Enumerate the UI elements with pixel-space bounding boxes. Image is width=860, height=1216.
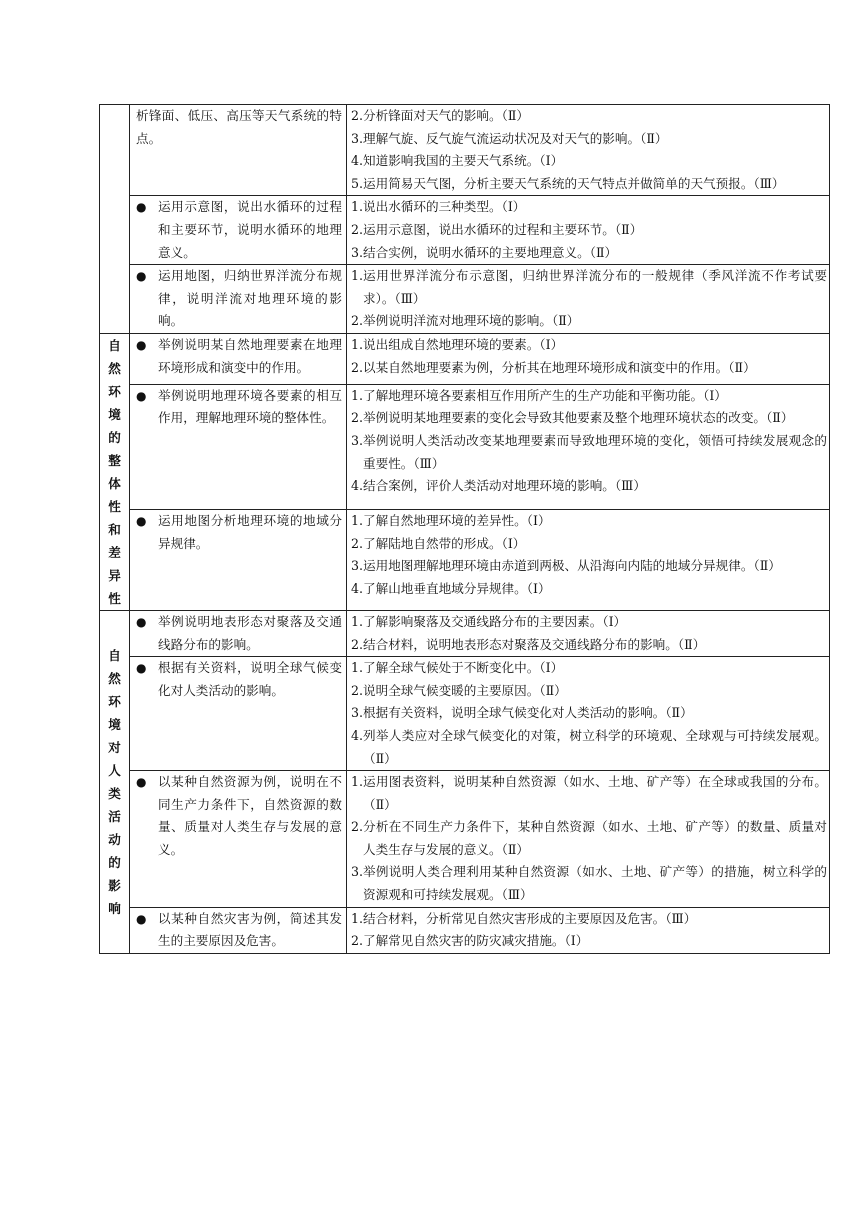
table-row [100, 610, 830, 656]
category-char: 异 [108, 567, 121, 583]
requirement-text: 了解地理环境各要素相互作用所产生的生产功能和平衡功能。（Ⅰ） [363, 387, 727, 403]
requirement-number: 4. [351, 727, 364, 743]
requirement-number: 1. [351, 774, 364, 790]
requirement-number: 3. [351, 130, 364, 146]
requirements-cell [347, 265, 830, 334]
requirement-item [351, 680, 827, 703]
category-char: 自 [108, 337, 121, 353]
category-char: 性 [108, 498, 121, 514]
requirement-text: 说出组成自然地理环境的要素。（Ⅰ） [363, 336, 564, 352]
requirement-text: 了解自然地理环境的差异性。（Ⅰ） [363, 513, 551, 529]
category-char: 影 [108, 877, 121, 893]
standard-cell [130, 907, 347, 953]
category-cell [100, 333, 130, 610]
requirement-text: 举例说明人类活动改变某地理要素而导致地理环境的变化，领悟可持续发展观念的重要性。（Ⅲ） [363, 432, 827, 471]
requirement-item [351, 725, 827, 770]
requirement-number: 2. [351, 933, 364, 949]
standard-cell [130, 510, 347, 611]
requirement-item [351, 930, 827, 953]
requirement-text: 了解影响聚落及交通线路分布的主要因素。（Ⅰ） [363, 613, 627, 629]
bullet-icon: ● [136, 388, 147, 403]
requirement-number: 2. [351, 221, 364, 237]
requirement-text: 运用示意图，说出水循环的过程和主要环节。（Ⅱ） [363, 221, 643, 237]
requirement-number: 1. [351, 268, 364, 284]
requirement-number: 1. [351, 513, 364, 529]
requirement-text: 了解全球气候处于不断变化中。（Ⅰ） [363, 660, 564, 676]
requirements-cell [347, 510, 830, 611]
requirement-number: 2. [351, 410, 364, 426]
table-row [100, 510, 830, 611]
requirement-item [351, 310, 827, 333]
category-char: 自 [108, 647, 121, 663]
requirement-number: 1. [351, 336, 364, 352]
category-char: 和 [108, 521, 121, 537]
requirement-number: 3. [351, 558, 364, 574]
standard-text: 运用示意图，说出水循环的过程和主要环节，说明水循环的地理意义。 [158, 199, 342, 260]
standard-cell [130, 657, 347, 771]
requirement-text: 分析锋面对天气的影响。（Ⅱ） [363, 108, 529, 123]
requirement-text: 运用图表资料，说明某种自然资源（如水、土地、矿产等）在全球或我国的分布。（Ⅱ） [363, 774, 827, 812]
requirements-cell [347, 610, 830, 656]
standard-text: 运用地图，归纳世界洋流分布规律，说明洋流对地理环境的影响。 [158, 268, 342, 329]
table-row [100, 384, 830, 510]
requirement-item [351, 242, 827, 265]
requirement-text: 举例说明某地理要素的变化会导致其他要素及整个地理环境状态的改变。（Ⅱ） [363, 410, 794, 426]
requirement-item [351, 510, 827, 533]
requirement-number: 1. [351, 660, 364, 676]
category-char: 类 [108, 785, 121, 801]
requirement-item [351, 334, 827, 357]
requirement-text: 举例说明人类合理利用某种自然资源（如水、土地、矿产等）的措施，树立科学的资源观和可持续发展观。（Ⅲ） [363, 864, 827, 903]
category-char: 动 [108, 831, 121, 847]
requirement-text: 说出水循环的三种类型。（Ⅰ） [363, 199, 526, 215]
requirement-text: 结合材料，说明地表形态对聚落及交通线路分布的影响。（Ⅱ） [363, 636, 706, 652]
requirement-item [351, 173, 827, 196]
requirement-item [351, 430, 827, 475]
requirement-number: 2. [351, 636, 364, 652]
standard-cell [130, 610, 347, 656]
bullet-icon: ● [136, 775, 147, 790]
requirement-item [351, 357, 827, 380]
standard-text: 以某种自然资源为例，说明在不同生产力条件下，自然资源的数量、质量对人类生存与发展的意义。 [158, 774, 342, 857]
bullet-icon: ● [136, 269, 147, 284]
standard-text: 根据有关资料，说明全球气候变化对人类活动的影响。 [158, 660, 342, 698]
standard-text: 运用地图分析地理环境的地域分异规律。 [158, 513, 342, 551]
requirement-item [351, 196, 827, 219]
requirement-item [351, 816, 827, 861]
category-char: 境 [108, 406, 121, 422]
requirement-text: 了解陆地自然带的形成。（Ⅰ） [363, 535, 526, 551]
requirement-text: 结合案例，评价人类活动对地理环境的影响。（Ⅲ） [363, 478, 646, 494]
requirement-item [351, 578, 827, 601]
requirement-item [351, 407, 827, 430]
category-cell [100, 610, 130, 953]
requirement-text: 分析在不同生产力条件下，某种自然资源（如水、土地、矿产等）的数量、质量对人类生存与发展的意义。（Ⅱ） [363, 819, 827, 857]
requirement-item [351, 861, 827, 906]
requirement-item [351, 150, 827, 173]
bullet-icon: ● [136, 337, 147, 352]
requirement-text: 以某自然地理要素为例，分析其在地理环境形成和演变中的作用。（Ⅱ） [363, 359, 756, 375]
standard-cell [130, 105, 347, 196]
bullet-icon: ● [136, 911, 147, 926]
requirement-item [351, 634, 827, 657]
requirement-item [351, 128, 827, 151]
requirement-number: 1. [351, 387, 364, 403]
table-row [100, 333, 830, 384]
standard-text: 举例说明地理环境各要素的相互作用，理解地理环境的整体性。 [158, 387, 342, 426]
requirement-item [351, 533, 827, 556]
category-char: 人 [108, 762, 121, 778]
category-char: 活 [108, 808, 121, 824]
requirement-number: 1. [351, 910, 364, 926]
requirement-text: 结合实例，说明水循环的主要地理意义。（Ⅱ） [363, 244, 618, 260]
requirement-number: 4. [351, 581, 364, 597]
table-row [100, 907, 830, 953]
requirement-number: 2. [351, 359, 364, 375]
requirement-item [351, 105, 827, 128]
requirement-number: 3. [351, 432, 364, 448]
table-row [100, 196, 830, 265]
requirement-number: 3. [351, 244, 364, 260]
requirement-text: 运用地图理解地理环境由赤道到两极、从沿海向内陆的地域分异规律。（Ⅱ） [363, 558, 781, 574]
requirements-cell [347, 771, 830, 908]
requirement-text: 了解山地垂直地域分异规律。（Ⅰ） [363, 581, 551, 597]
standard-text: 以某种自然灾害为例，简述其发生的主要原因及危害。 [158, 910, 342, 949]
requirement-text: 运用简易天气图，分析主要天气系统的天气特点并做简单的天气预报。（Ⅲ） [363, 175, 785, 191]
requirements-cell [347, 333, 830, 384]
bullet-icon: ● [136, 514, 147, 529]
requirement-number: 1. [351, 199, 364, 215]
standard-cell [130, 196, 347, 265]
table-row [100, 105, 830, 196]
requirement-number: 4. [351, 153, 364, 169]
category-char: 环 [108, 693, 121, 709]
requirement-number: 5. [351, 175, 364, 191]
requirement-number: 2. [351, 108, 364, 123]
requirement-item [351, 771, 827, 816]
requirement-text: 理解气旋、反气旋气流运动状况及对天气的影响。（Ⅱ） [363, 130, 668, 146]
table-row [100, 657, 830, 771]
curriculum-table [99, 104, 830, 954]
standard-cell [130, 333, 347, 384]
requirement-text: 了解常见自然灾害的防灾减灾措施。（Ⅰ） [363, 933, 589, 949]
category-char: 体 [108, 475, 121, 491]
requirement-item [351, 475, 827, 498]
category-char: 性 [108, 590, 121, 606]
standard-cell [130, 265, 347, 334]
bullet-icon: ● [136, 200, 147, 215]
requirement-item [351, 385, 827, 408]
requirement-item [351, 555, 827, 578]
requirement-number: 2. [351, 819, 364, 835]
requirement-number: 3. [351, 864, 364, 880]
category-char: 差 [108, 544, 121, 560]
requirement-item [351, 702, 827, 725]
table-row [100, 265, 830, 334]
requirements-cell [347, 105, 830, 196]
requirement-item [351, 657, 827, 680]
requirement-item [351, 219, 827, 242]
requirement-number: 1. [351, 613, 364, 629]
category-char: 然 [108, 670, 121, 686]
requirement-number: 4. [351, 478, 364, 494]
requirement-item [351, 265, 827, 310]
standard-text: 举例说明某自然地理要素在地理环境形成和演变中的作用。 [158, 336, 342, 375]
requirement-text: 运用世界洋流分布示意图，归纳世界洋流分布的一般规律（季风洋流不作考试要求）。（Ⅲ） [363, 268, 827, 306]
requirement-text: 说明全球气候变暖的主要原因。（Ⅱ） [363, 682, 567, 698]
bullet-icon: ● [136, 614, 147, 629]
requirement-number: 2. [351, 535, 364, 551]
requirement-item [351, 908, 827, 931]
requirement-text: 结合材料，分析常见自然灾害形成的主要原因及危害。（Ⅲ） [363, 910, 697, 926]
requirements-cell [347, 196, 830, 265]
requirement-text: 知道影响我国的主要天气系统。（Ⅰ） [363, 153, 564, 169]
category-char: 对 [108, 739, 121, 755]
requirement-item [351, 611, 827, 634]
requirement-text: 根据有关资料，说明全球气候变化对人类活动的影响。（Ⅱ） [363, 705, 693, 721]
category-char: 的 [108, 429, 121, 445]
category-char: 响 [108, 900, 121, 916]
bullet-icon: ● [136, 661, 147, 676]
requirement-text: 举例说明洋流对地理环境的影响。（Ⅱ） [363, 313, 580, 329]
standard-cell [130, 384, 347, 510]
requirement-number: 2. [351, 682, 364, 698]
category-cell [100, 105, 130, 334]
requirements-cell [347, 384, 830, 510]
category-char: 整 [108, 452, 121, 468]
standard-text: 析锋面、低压、高压等天气系统的特点。 [136, 108, 342, 146]
requirement-number: 3. [351, 705, 364, 721]
category-char: 的 [108, 854, 121, 870]
requirement-text: 列举人类应对全球气候变化的对策，树立科学的环境观、全球观与可持续发展观。（Ⅱ） [363, 727, 827, 766]
category-char: 然 [108, 360, 121, 376]
requirements-cell [347, 907, 830, 953]
table-row [100, 771, 830, 908]
category-char: 环 [108, 383, 121, 399]
standard-text: 举例说明地表形态对聚落及交通线路分布的影响。 [158, 613, 342, 652]
requirements-cell [347, 657, 830, 771]
requirement-number: 2. [351, 313, 364, 329]
category-char: 境 [108, 716, 121, 732]
standard-cell [130, 771, 347, 908]
